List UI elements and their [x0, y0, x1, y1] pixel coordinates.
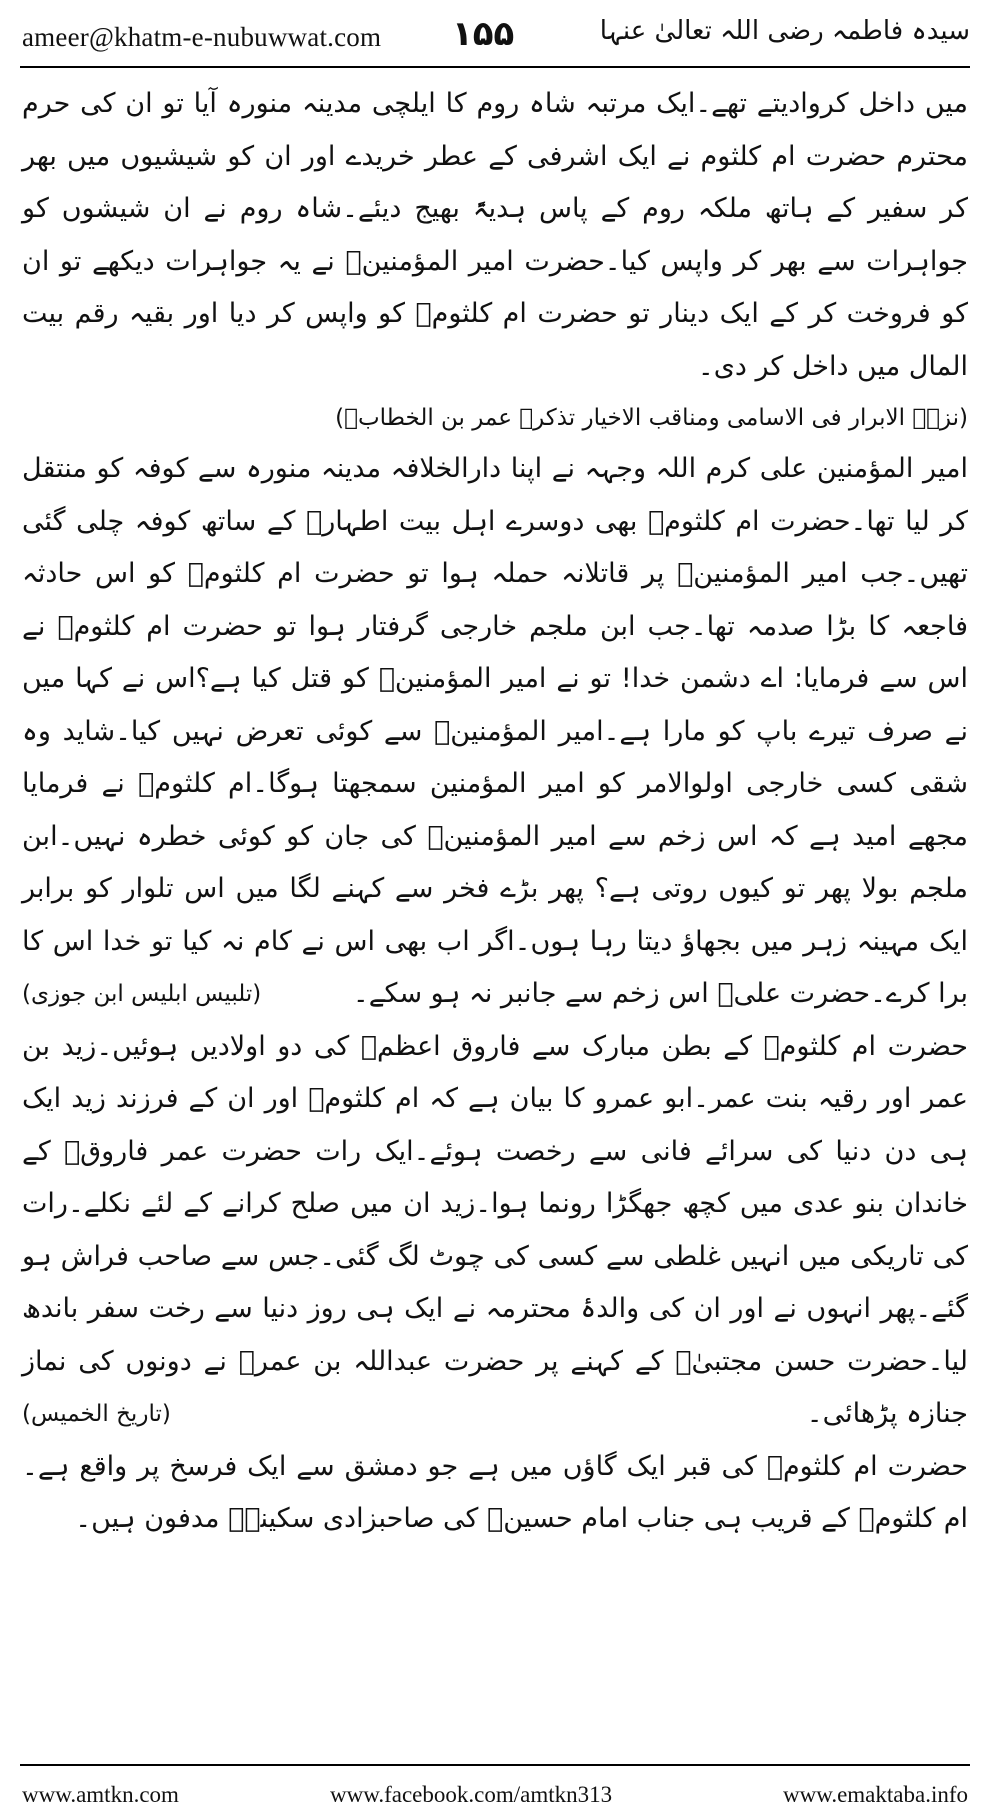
- footer-link-facebook[interactable]: www.facebook.com/amtkn313: [330, 1782, 613, 1807]
- paragraph-3-text: حضرت ام کلثومؓ کے بطن مبارک سے فاروق اعظمؓ کی دو اولادیں ہوئیں۔زید بن عمر اور رقیہ بنت عمر۔ابو عمرو کا بیان ہے کہ ام کلثومؓ اور ان کے فرزند زید ایک ہی دن دنیا کی سرائے فانی سے رخصت ہوئے۔ایک رات حضرت عمر فاروقؓ کے خاندان بنو عدی میں کچھ جھگڑا رونما ہوا۔زید ان میں صلح کرانے کے لئے نکلے۔رات کی تاریکی میں انہیں غلطی سے کسی کی چوٹ لگ گئی۔جس سے صاحب فراش ہو گئے۔پھر انہوں نے اور ان کی والدۂ محترمہ نے ایک ہی روز دنیا سے رخت سفر باندھ لیا۔حضرت حسن مجتبیٰؓ کے کہنے پر حضرت عبداللہ بن عمرؓ نے دونوں کی نماز جنازہ پڑھائی۔: [22, 1030, 968, 1429]
- reference-talbis: (تلبیس ابلیس ابن جوزی): [22, 981, 262, 1007]
- footer-divider: [20, 1764, 970, 1766]
- book-title: سیدہ فاطمہ رضی اللہ تعالیٰ عنہا: [599, 16, 970, 46]
- paragraph-3: [22, 1021, 968, 1441]
- paragraph-2-text: امیر المؤمنین علی کرم اللہ وجہہ نے اپنا دارالخلافہ مدینہ منورہ سے کوفہ کو منتقل کر لیا تھا۔حضرت ام کلثومؓ بھی دوسرے اہل بیت اطہارؓ کے ساتھ کوفہ چلی گئی تھیں۔جب امیر المؤمنینؓ پر قاتلانہ حملہ ہوا تو حضرت ام کلثومؓ کو اس حادثہ فاجعہ کا بڑا صدمہ تھا۔جب ابن ملجم خارجی گرفتار ہوا تو حضرت ام کلثومؓ نے اس سے فرمایا: اے دشمن خدا! تو نے امیر المؤمنینؓ کو قتل کیا ہے؟اس نے کہا میں نے صرف تیرے باپ کو مارا ہے۔امیر المؤمنینؓ سے کوئی تعرض نہیں کیا۔شاید وہ شقی کسی خارجی اولوالامر کو امیر المؤمنین سمجھتا ہوگا۔ام کلثومؓ نے فرمایا مجھے امید ہے کہ اس زخم سے امیر المؤمنینؓ کی جان کو کوئی خطرہ نہیں۔ابن ملجم بولا پھر تو کیوں روتی ہے؟ پھر بڑے فخر سے کہنے لگا میں اس تلوار کو برابر ایک مہینہ زہر میں بجھاؤ دیتا رہا ہوں۔اگر اب بھی اس نے کام نہ کیا تو خدا اس کا برا کرے۔حضرت علیؓ اس زخم سے جانبر نہ ہو سکے۔: [22, 453, 968, 1009]
- footer-link-emaktaba[interactable]: www.emaktaba.info: [783, 1782, 968, 1807]
- footer-link-amtkn[interactable]: www.amtkn.com: [22, 1782, 179, 1807]
- reference-nuzhat: (نزہۃ الابرار فی الاسامی ومناقب الاخیار تذکرہ عمر بن الخطابؓ): [335, 405, 968, 431]
- header-divider: [20, 66, 970, 68]
- page-body: [22, 78, 968, 1546]
- reference-tarikh: (تاریخ الخمیس): [22, 1401, 171, 1427]
- header-email: ameer@khatm-e-nubuwwat.com: [22, 22, 382, 52]
- paragraph-1: میں داخل کروادیتے تھے۔ایک مرتبہ شاہ روم کا ایلچی مدینہ منورہ آیا تو ان کی حرم محترم حضرت ام کلثوم نے ایک اشرفی کے عطر خریدے اور ان کو شیشیوں میں بھر کر سفیر کے ہاتھ ملکہ روم کے پاس ہدیۃً بھیج دیئے۔شاہ روم نے ان شیشوں کو جواہرات سے بھر کر واپس کیا۔حضرت امیر المؤمنینؓ نے یہ جواہرات دیکھے تو ان کو فروخت کر کے ایک دینار تو حضرت ام کلثومؓ کو واپس کر دیا اور بقیہ رقم بیت المال میں داخل کر دی۔: [22, 88, 968, 382]
- paragraph-2: [22, 443, 968, 1021]
- page-header: [0, 0, 990, 72]
- page-footer: [0, 1770, 990, 1815]
- page-number: ۱۵۵: [452, 14, 515, 54]
- paragraph-4: حضرت ام کلثومؓ کی قبر ایک گاؤں میں ہے جو دمشق سے ایک فرسخ پر واقع ہے۔ام کلثومؓ کے قریب ہی جناب امام حسینؓ کی صاحبزادی سکینہؓ مدفون ہیں۔: [22, 1450, 968, 1534]
